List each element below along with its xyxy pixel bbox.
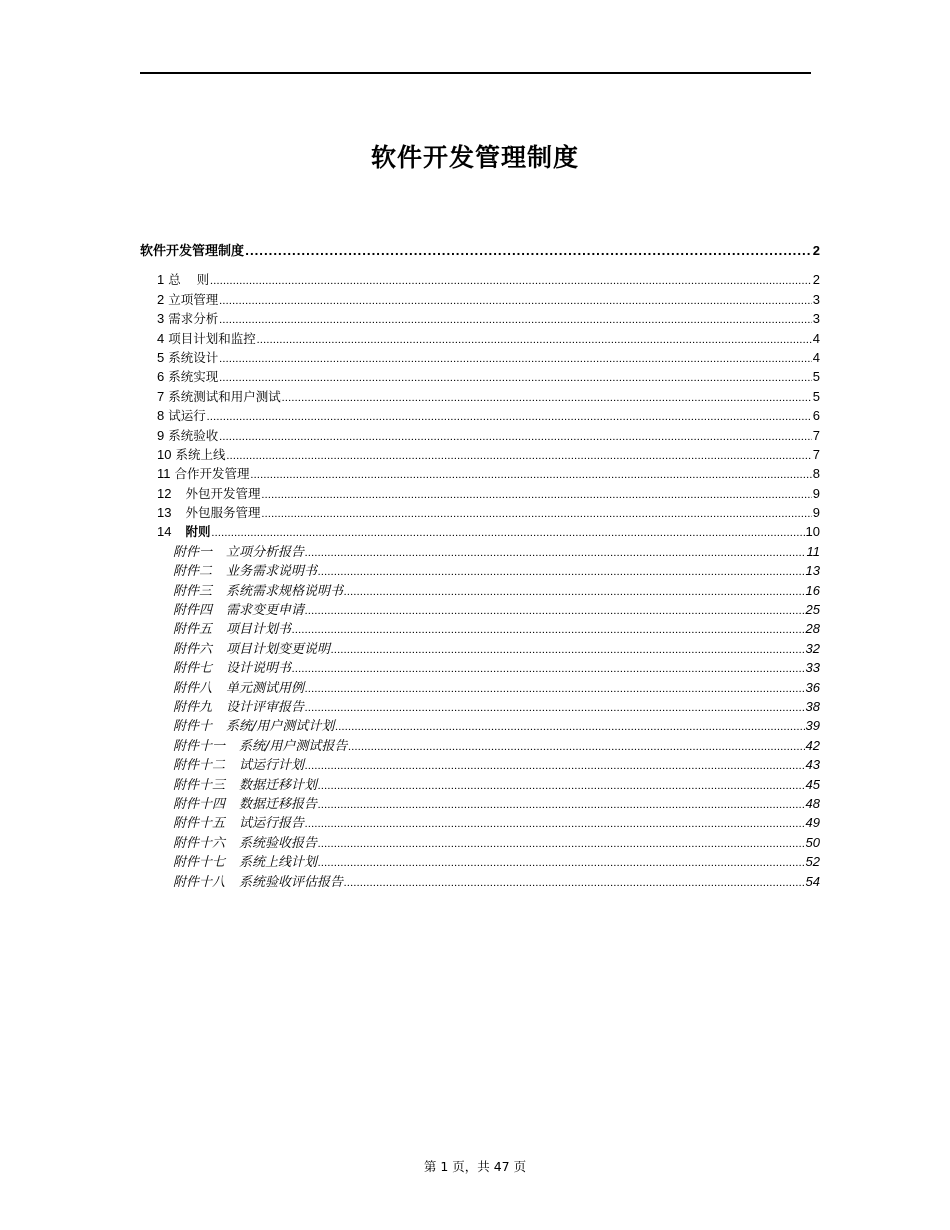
toc-leader-dots bbox=[335, 716, 804, 737]
toc-entry-attachment[interactable] bbox=[140, 600, 820, 619]
toc-entry-page: 3 bbox=[812, 291, 820, 307]
toc-entry-page: 8 bbox=[812, 466, 820, 482]
toc-entry-section[interactable] bbox=[140, 367, 820, 386]
attachment-title: 系统验收评估报告 bbox=[239, 874, 344, 890]
toc-section-text: 外包服务管理 bbox=[185, 505, 261, 521]
attachment-title: 系统需求规格说明书 bbox=[226, 583, 344, 599]
toc-section-number: 12 bbox=[157, 485, 172, 501]
toc-leader-dots bbox=[305, 755, 805, 776]
attachment-title: 试运行计划 bbox=[239, 758, 305, 774]
attachment-title: 需求变更申请 bbox=[226, 603, 305, 619]
attachment-label: 附件十一 bbox=[173, 738, 226, 754]
toc-entry-section[interactable] bbox=[140, 445, 820, 464]
toc-entry-section[interactable] bbox=[140, 484, 820, 503]
toc-entry-attachment[interactable] bbox=[140, 697, 820, 716]
attachment-title: 业务需求说明书 bbox=[226, 564, 318, 580]
toc-entry-section[interactable] bbox=[140, 309, 820, 328]
toc-section-number: 8 bbox=[157, 408, 165, 424]
toc-entry-section[interactable] bbox=[140, 329, 820, 348]
toc-entry-page: 5 bbox=[812, 388, 820, 404]
toc-leader-dots bbox=[305, 697, 805, 718]
toc-entry-section[interactable] bbox=[140, 270, 820, 289]
toc-section-number: 10 bbox=[157, 446, 172, 462]
toc-entry-page: 7 bbox=[812, 427, 820, 443]
toc-entry-main[interactable] bbox=[140, 241, 820, 260]
toc-section-text: 外包开发管理 bbox=[185, 485, 261, 501]
attachment-title: 系统上线计划 bbox=[239, 855, 318, 871]
toc-leader-dots bbox=[251, 464, 812, 485]
toc-entry-page: 28 bbox=[805, 621, 820, 637]
page-footer: 第 1 页，共 47 页 bbox=[423, 1159, 527, 1174]
toc-section-text: 系统设计 bbox=[168, 349, 219, 365]
toc-section-text: 合作开发管理 bbox=[174, 466, 250, 482]
attachment-label: 附件二 bbox=[173, 564, 213, 580]
toc-entry-page: 2 bbox=[812, 243, 820, 258]
toc-entry-section[interactable] bbox=[140, 406, 820, 425]
toc-entry-page: 5 bbox=[812, 369, 820, 385]
toc-section-number: 2 bbox=[157, 291, 165, 307]
attachment-label: 附件五 bbox=[173, 622, 213, 638]
toc-entry-page: 3 bbox=[812, 311, 820, 327]
toc-entry-page: 13 bbox=[805, 563, 820, 579]
toc-entry-page: 38 bbox=[805, 698, 820, 714]
attachment-title: 系统/用户测试计划 bbox=[226, 719, 335, 735]
toc-leader-dots bbox=[219, 426, 812, 447]
toc-leader-dots bbox=[219, 290, 812, 311]
toc-entry-section[interactable] bbox=[140, 387, 820, 406]
toc-section-text: 试运行 bbox=[168, 408, 206, 424]
toc-leader-dots bbox=[344, 872, 805, 893]
toc-entry-page: 9 bbox=[812, 505, 820, 521]
toc-entry-page: 39 bbox=[805, 718, 820, 734]
attachment-title: 设计评审报告 bbox=[226, 699, 305, 715]
attachment-label: 附件十二 bbox=[173, 758, 226, 774]
toc-leader-dots bbox=[226, 445, 811, 466]
toc-leader-dots bbox=[318, 561, 805, 582]
toc-section-number: 3 bbox=[157, 311, 165, 327]
toc-leader-dots bbox=[219, 348, 812, 369]
toc-leader-dots bbox=[219, 367, 812, 388]
toc-entry-page: 50 bbox=[805, 834, 820, 850]
attachment-label: 附件十五 bbox=[173, 816, 226, 832]
attachment-label: 附件三 bbox=[173, 583, 213, 599]
attachment-title: 数据迁移报告 bbox=[239, 796, 318, 812]
toc-leader-dots bbox=[257, 329, 812, 350]
toc-entry-page: 36 bbox=[805, 679, 820, 695]
toc-entry-page: 54 bbox=[805, 873, 820, 889]
toc-leader-dots bbox=[211, 522, 804, 543]
toc-section-number: 4 bbox=[157, 330, 165, 346]
attachment-title: 系统/用户测试报告 bbox=[239, 738, 348, 754]
toc-entry-attachment[interactable] bbox=[140, 639, 820, 658]
toc-section-number: 7 bbox=[157, 388, 165, 404]
attachment-label: 附件十四 bbox=[173, 796, 226, 812]
toc-entry-page: 32 bbox=[805, 640, 820, 656]
toc-entry-page: 25 bbox=[805, 602, 820, 618]
toc-leader-dots bbox=[219, 309, 812, 330]
toc-leader-dots bbox=[318, 775, 805, 796]
attachment-title: 设计说明书 bbox=[226, 661, 292, 677]
toc-entry-page: 9 bbox=[812, 485, 820, 501]
toc-section-number: 13 bbox=[157, 505, 172, 521]
toc-leader-dots bbox=[292, 658, 805, 679]
toc-entry-page: 4 bbox=[812, 349, 820, 365]
toc-entry-section[interactable] bbox=[140, 464, 820, 483]
attachment-label: 附件六 bbox=[173, 641, 213, 657]
toc-entry-page: 33 bbox=[805, 660, 820, 676]
toc-section-number: 1 bbox=[157, 272, 165, 288]
toc-entry-attachment[interactable] bbox=[140, 542, 820, 561]
toc-section-text: 需求分析 bbox=[168, 311, 219, 327]
attachment-label: 附件十六 bbox=[173, 835, 226, 851]
toc-entry-attachment[interactable] bbox=[140, 678, 820, 697]
toc-entry-page: 49 bbox=[805, 815, 820, 831]
toc-leader-dots bbox=[305, 542, 805, 563]
attachment-title: 项目计划书 bbox=[226, 622, 292, 638]
attachment-label: 附件十 bbox=[173, 719, 213, 735]
attachment-label: 附件十七 bbox=[173, 855, 226, 871]
toc-entry-section[interactable] bbox=[140, 426, 820, 445]
attachment-title: 立项分析报告 bbox=[226, 544, 305, 560]
toc-entry-page: 6 bbox=[812, 408, 820, 424]
toc-entry-page: 11 bbox=[806, 543, 820, 559]
toc-entry-page: 4 bbox=[812, 330, 820, 346]
document-title: 软件开发管理制度 bbox=[370, 143, 579, 172]
attachment-label: 附件九 bbox=[173, 699, 213, 715]
toc-section-text: 系统实现 bbox=[168, 369, 219, 385]
toc-leader-dots bbox=[210, 270, 812, 291]
toc-leader-dots bbox=[318, 833, 805, 854]
toc-section-number: 14 bbox=[157, 524, 172, 540]
toc-entry-attachment[interactable] bbox=[140, 658, 820, 677]
toc-entry-label: 软件开发管理制度 bbox=[140, 244, 245, 259]
toc-entry-page: 16 bbox=[805, 582, 820, 598]
attachment-label: 附件一 bbox=[173, 544, 213, 560]
toc-entry-section[interactable] bbox=[140, 348, 820, 367]
table-of-contents bbox=[140, 241, 820, 891]
toc-entry-page: 48 bbox=[805, 795, 820, 811]
toc-entry-page: 52 bbox=[805, 854, 820, 870]
header-rule bbox=[140, 72, 811, 74]
attachment-title: 项目计划变更说明 bbox=[226, 641, 331, 657]
toc-entry-attachment[interactable] bbox=[140, 736, 820, 755]
toc-section-number: 5 bbox=[157, 349, 165, 365]
attachment-title: 单元测试用例 bbox=[226, 680, 305, 696]
toc-entry-section[interactable] bbox=[140, 522, 820, 541]
toc-leader-dots bbox=[318, 852, 805, 873]
toc-entry-attachment[interactable] bbox=[140, 833, 820, 852]
toc-section-text: 总 则 bbox=[168, 272, 210, 288]
toc-leader-dots bbox=[261, 503, 811, 524]
toc-entry-attachment[interactable] bbox=[140, 775, 820, 794]
toc-section-text: 附则 bbox=[185, 524, 211, 540]
toc-entry-attachment[interactable] bbox=[140, 561, 820, 580]
toc-entry-attachment[interactable] bbox=[140, 619, 820, 638]
attachment-label: 附件八 bbox=[173, 680, 213, 696]
toc-leader-dots bbox=[305, 678, 805, 699]
toc-section-number: 11 bbox=[157, 466, 171, 482]
toc-leader-dots bbox=[261, 484, 811, 505]
toc-section-text: 立项管理 bbox=[168, 291, 219, 307]
attachment-title: 系统验收报告 bbox=[239, 835, 318, 851]
toc-entry-attachment[interactable] bbox=[140, 581, 820, 600]
toc-entry-attachment[interactable] bbox=[140, 755, 820, 774]
toc-leader-dots bbox=[282, 387, 812, 408]
toc-leader-dots bbox=[245, 242, 812, 261]
toc-section-text: 系统验收 bbox=[168, 427, 219, 443]
toc-entry-section[interactable] bbox=[140, 290, 820, 309]
toc-entry-attachment[interactable] bbox=[140, 794, 820, 813]
toc-entry-page: 43 bbox=[805, 757, 820, 773]
toc-section-text: 系统测试和用户测试 bbox=[168, 388, 281, 404]
attachment-label: 附件七 bbox=[173, 661, 213, 677]
toc-section-number: 6 bbox=[157, 369, 165, 385]
attachment-title: 试运行报告 bbox=[239, 816, 305, 832]
toc-leader-dots bbox=[207, 406, 812, 427]
toc-leader-dots bbox=[331, 639, 805, 660]
toc-leader-dots bbox=[292, 619, 805, 640]
toc-entry-section[interactable] bbox=[140, 503, 820, 522]
toc-entry-page: 10 bbox=[805, 524, 820, 540]
toc-entry-page: 2 bbox=[812, 272, 820, 288]
attachment-label: 附件十八 bbox=[173, 874, 226, 890]
toc-entry-page: 7 bbox=[812, 446, 820, 462]
toc-leader-dots bbox=[305, 600, 805, 621]
toc-section-text: 项目计划和监控 bbox=[168, 330, 256, 346]
attachment-label: 附件四 bbox=[173, 603, 213, 619]
toc-leader-dots bbox=[305, 813, 805, 834]
toc-entry-attachment[interactable] bbox=[140, 872, 820, 891]
toc-leader-dots bbox=[348, 736, 804, 757]
toc-entry-attachment[interactable] bbox=[140, 813, 820, 832]
toc-entry-page: 42 bbox=[805, 737, 820, 753]
toc-entry-attachment[interactable] bbox=[140, 716, 820, 735]
attachment-label: 附件十三 bbox=[173, 777, 226, 793]
toc-section-number: 9 bbox=[157, 427, 165, 443]
toc-leader-dots bbox=[318, 794, 805, 815]
toc-entry-page: 45 bbox=[805, 776, 820, 792]
attachment-title: 数据迁移计划 bbox=[239, 777, 318, 793]
toc-entry-attachment[interactable] bbox=[140, 852, 820, 871]
toc-section-text: 系统上线 bbox=[175, 446, 226, 462]
toc-leader-dots bbox=[344, 581, 805, 602]
